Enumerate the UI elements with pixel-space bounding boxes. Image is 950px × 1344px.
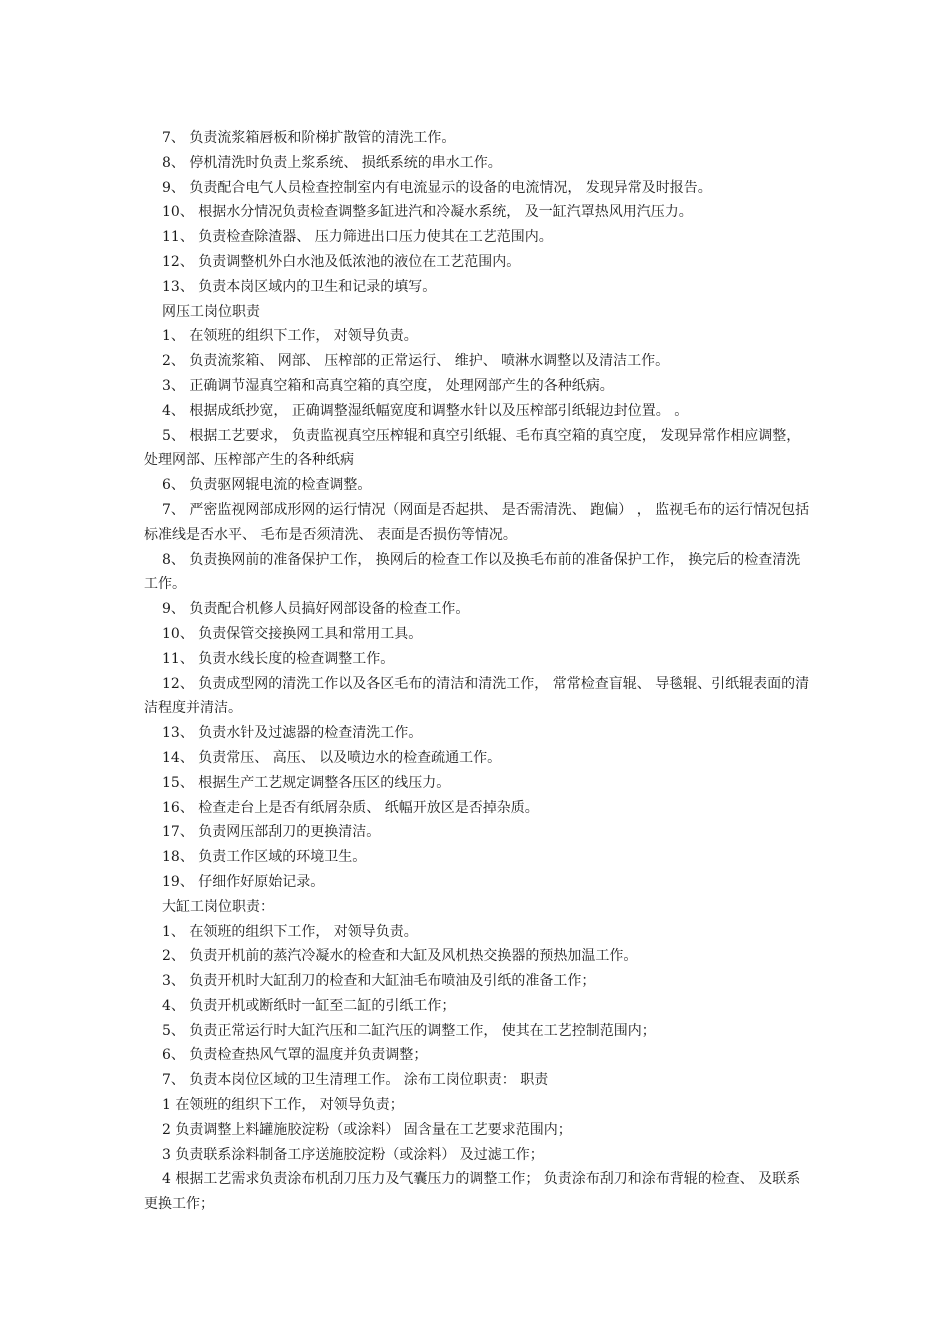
paragraph: 14、 负责常压、 高压、 以及喷边水的检查疏通工作。 <box>162 749 502 766</box>
paragraph: 10、 根据水分情况负责检查调整多缸进汽和冷凝水系统， 及一缸汽罩热风用汽压力。 <box>162 204 693 221</box>
paragraph: 13、 负责水针及过滤器的检查清洗工作。 <box>162 725 423 742</box>
paragraph: 1、 在领班的组织下工作， 对领导负责。 <box>162 923 418 940</box>
paragraph: 2、 负责开机前的蒸汽冷凝水的检查和大缸及风机热交换器的预热加温工作。 <box>162 948 638 965</box>
paragraph: 5、 根据工艺要求， 负责监视真空压榨辊和真空引纸辊、毛布真空箱的真空度， 发现异常作相应调整， 处理网部、压榨部产生的各种纸病 <box>144 427 801 469</box>
paragraph: 16、 检查走台上是否有纸屑杂质、 纸幅开放区是否掉杂质。 <box>162 799 539 816</box>
paragraph: 4、 根据成纸抄宽， 正确调整湿纸幅宽度和调整水针以及压榨部引纸辊边封位置。 。 <box>162 402 689 419</box>
paragraph: 3、 负责开机时大缸刮刀的检查和大缸油毛布喷油及引纸的准备工作； <box>162 973 596 990</box>
paragraph: 1 在领班的组织下工作， 对领导负责； <box>162 1097 404 1114</box>
section-heading: 网压工岗位职责 <box>162 303 260 320</box>
paragraph: 2、 负责流浆箱、 网部、 压榨部的正常运行、 维护、 喷淋水调整以及清洁工作。 <box>162 353 670 370</box>
paragraph: 7、 负责本岗位区域的卫生清理工作。 涂布工岗位职责： 职责 <box>162 1072 549 1089</box>
paragraph: 13、 负责本岗区域内的卫生和记录的填写。 <box>162 278 437 295</box>
paragraph: 15、 根据生产工艺规定调整各压区的线压力。 <box>162 774 451 791</box>
paragraph: 19、 仔细作好原始记录。 <box>162 873 325 890</box>
paragraph: 6、 负责驱网辊电流的检查调整。 <box>162 477 372 494</box>
paragraph: 18、 负责工作区域的环境卫生。 <box>162 849 367 866</box>
paragraph: 4、 负责开机或断纸时一缸至二缸的引纸工作； <box>162 997 456 1014</box>
paragraph: 8、 停机清洗时负责上浆系统、 损纸系统的串水工作。 <box>162 154 502 171</box>
paragraph: 3 负责联系涂料制备工序送施胶淀粉（或涂料） 及过滤工作； <box>162 1146 544 1163</box>
paragraph: 6、 负责检查热风气罩的温度并负责调整； <box>162 1047 428 1064</box>
paragraph: 9、 负责配合机修人员搞好网部设备的检查工作。 <box>162 601 470 618</box>
paragraph: 7、 严密监视网部成形网的运行情况（网面是否起拱、 是否需清洗、 跑偏） ， 监视毛布的运行情况包括标准线是否水平、 毛布是否须清洗、 表面是否损伤等情况。 <box>144 501 810 543</box>
paragraph: 8、 负责换网前的准备保护工作， 换网后的检查工作以及换毛布前的准备保护工作， 换完后的检查清洗工作。 <box>144 551 801 593</box>
paragraph: 7、 负责流浆箱唇板和阶梯扩散管的清洗工作。 <box>162 130 456 146</box>
paragraph: 11、 负责检查除渣器、 压力筛进出口压力使其在工艺范围内。 <box>162 229 553 246</box>
paragraph: 10、 负责保管交接换网工具和常用工具。 <box>162 625 423 642</box>
paragraph: 17、 负责网压部刮刀的更换清洁。 <box>162 824 381 841</box>
paragraph: 9、 负责配合电气人员检查控制室内有电流显示的设备的电流情况， 发现异常及时报告。 <box>162 179 712 196</box>
paragraph: 2 负责调整上料罐施胶淀粉（或涂料） 固含量在工艺要求范围内； <box>162 1121 572 1138</box>
paragraph: 12、 负责调整机外白水池及低浓池的液位在工艺范围内。 <box>162 253 521 270</box>
paragraph: 3、 正确调节湿真空箱和高真空箱的真空度， 处理网部产生的各种纸病。 <box>162 377 614 394</box>
document-body <box>144 126 810 1217</box>
paragraph: 11、 负责水线长度的检查调整工作。 <box>162 650 395 667</box>
paragraph: 1、 在领班的组织下工作， 对领导负责。 <box>162 328 418 345</box>
paragraph: 12、 负责成型网的清洗工作以及各区毛布的清洁和清洗工作， 常常检查盲辊、 导毯辊、引纸辊表面的清洁程度并清洁。 <box>144 675 810 717</box>
paragraph: 5、 负责正常运行时大缸汽压和二缸汽压的调整工作， 使其在工艺控制范围内； <box>162 1022 656 1039</box>
section-heading: 大缸工岗位职责： <box>162 898 274 915</box>
paragraph: 4 根据工艺需求负责涂布机刮刀压力及气囊压力的调整工作； 负责涂布刮刀和涂布背辊的检查、 及联系更换工作； <box>144 1171 801 1213</box>
